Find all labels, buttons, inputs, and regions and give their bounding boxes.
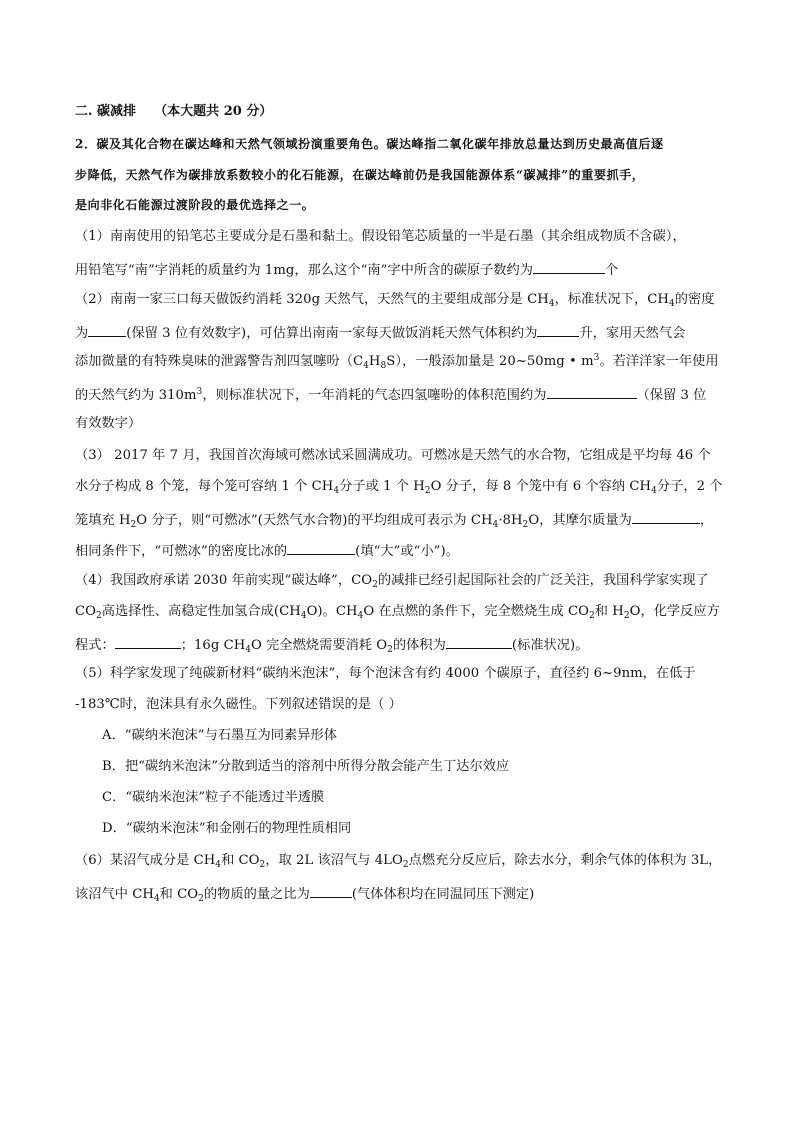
subscript: 4 xyxy=(300,611,307,621)
q1-unit: 个 xyxy=(605,263,619,278)
subscript: 4 xyxy=(357,611,364,621)
q3-line-4 xyxy=(75,541,459,560)
section-heading xyxy=(75,104,272,120)
q2-text: ，标准状况下，CH xyxy=(554,292,669,307)
q6-line-1 xyxy=(75,853,721,869)
q4-line-3 xyxy=(75,635,588,654)
q2-text: 为 xyxy=(75,326,89,341)
q5-line-2: -183℃时，泡沫具有永久磁性。下列叙述错误的是（ ） xyxy=(75,697,402,712)
q3-text: O 分子，则“可燃冰”(天然气水合物)的平均组成可表示为 CH xyxy=(136,513,493,528)
q3-text: ， xyxy=(699,513,714,528)
q6-text: ，取 2L 该沼气与 4LO xyxy=(265,853,403,868)
section-title: 二. 碳减排 xyxy=(75,104,137,119)
q4-volume-blank[interactable] xyxy=(446,635,512,649)
q2-line-5: 有效数字） xyxy=(75,416,142,431)
subscript: 4 xyxy=(363,361,369,371)
q5-line-1: （5）科学家发现了纯碳新材料“碳纳米泡沫”，每个泡沫含有约 4000 个碳原子，直径约 6~9nm，在低于 xyxy=(75,666,696,681)
intro-line-2: 步降低，天然气作为碳排放系数较小的化石能源，在碳达峰前仍是我国能源体系“碳减排”的重要抓手， xyxy=(75,168,645,182)
q4-text: 的减排已经引起国际社会的广泛关注，我国科学家实现了 xyxy=(377,573,709,588)
q4-text: O)。CH xyxy=(306,604,358,619)
q4-line-2 xyxy=(75,604,720,620)
q6-text: （6）某沼气成分是 CH xyxy=(75,853,216,868)
subscript: 2 xyxy=(130,520,137,530)
q2-range-blank[interactable] xyxy=(547,385,637,399)
subscript: 2 xyxy=(424,486,431,496)
q4-text: O 在点燃的条件下，完全燃烧生成 CO xyxy=(363,604,589,619)
subscript: 2 xyxy=(623,611,630,621)
q5-option-a[interactable]: A．“碳纳米泡沫”与石墨互为同素异形体 xyxy=(102,728,337,743)
superscript: 3 xyxy=(593,353,600,363)
q2-text: 的天然气约为 310m xyxy=(75,388,197,403)
q3-line-3 xyxy=(75,510,713,529)
intro-line-3: 是向非化石能源过渡阶段的最优选择之一。 xyxy=(75,198,315,212)
q3-text: 水分子构成 8 个笼，每个笼可容纳 1 个 CH xyxy=(75,479,334,494)
q6-text: 和 CO xyxy=(221,853,260,868)
subscript: 2 xyxy=(387,645,393,655)
q4-text: （4）我国政府承诺 2030 年前实现“碳达峰”，CO xyxy=(75,573,373,588)
q2-text: 升，家用天然气会 xyxy=(579,326,686,341)
q3-text: (填“大”或“小”)。 xyxy=(355,544,459,559)
subscript: 2 xyxy=(259,860,266,870)
q2-line-3 xyxy=(75,354,719,370)
subscript: 2 xyxy=(372,580,378,590)
q6-text: 和 CO xyxy=(159,887,199,902)
q5-option-b[interactable]: B．把“碳纳米泡沫”分散到适当的溶剂中所得分散会能产生丁达尔效应 xyxy=(102,759,510,774)
q2-text: 添加微量的有特殊臭味的泄露警告剂四氢噻吩（C xyxy=(75,354,364,369)
subscript: 4 xyxy=(333,486,340,496)
q1-answer-blank[interactable] xyxy=(533,260,605,274)
section-note: （本大题共 20 分） xyxy=(154,104,273,119)
q5-option-c[interactable]: C．“碳纳米泡沫”粒子不能透过半透膜 xyxy=(102,790,325,805)
q4-text: O 完全燃烧需要消耗 O xyxy=(251,638,388,653)
subscript: 4 xyxy=(668,299,675,309)
q2-text: S），一般添加量是 20~50mg • m xyxy=(386,354,594,369)
subscript: 2 xyxy=(522,520,529,530)
q2-text: 的密度 xyxy=(674,292,715,307)
q3-text: 分子，2 个 xyxy=(656,479,723,494)
q3-text: 分子或 1 个 H xyxy=(339,479,425,494)
q5-option-d[interactable]: D．“碳纳米泡沫”和金刚石的物理性质相同 xyxy=(102,821,352,836)
q2-text: （保留 3 位 xyxy=(636,388,707,403)
subscript: 8 xyxy=(380,361,387,371)
superscript: 3 xyxy=(196,387,203,397)
q2-line-4 xyxy=(75,385,706,404)
q2-line-1 xyxy=(75,292,714,308)
q6-text: 的物质的量之比为 xyxy=(203,887,310,902)
q3-text: O，其摩尔质量为 xyxy=(528,513,632,528)
q3-text: 笼填充 H xyxy=(75,513,131,528)
subscript: 2 xyxy=(96,611,102,621)
q6-ratio-blank[interactable] xyxy=(310,884,352,898)
subscript: 4 xyxy=(651,486,657,496)
q2-text: （2）南南一家三口每天做饭约消耗 320g 天然气，天然气的主要组成部分是 CH xyxy=(75,292,549,307)
q6-text: 该沼气中 CH xyxy=(75,887,154,902)
q2-text: (保留 3 位有效数字)，可估算出南南一家每天做饭消耗天然气体积约为 xyxy=(126,326,538,341)
q1-line-1: （1）南南使用的铅笔芯主要成分是石墨和黏土。假设铅笔芯质量的一半是石墨（其余组成物质不含碳）， xyxy=(75,229,686,244)
q3-molar-mass-blank[interactable] xyxy=(632,510,700,524)
subscript: 4 xyxy=(215,860,222,870)
subscript: 2 xyxy=(402,860,409,870)
q1-line-2 xyxy=(75,260,618,279)
q4-text: 的体积为 xyxy=(392,638,446,653)
q4-text: O，化学反应方 xyxy=(629,604,720,619)
q1-text: 用铅笔写“南”字消耗的质量约为 1mg，那么这个“南”字中所含的碳原子数约为 xyxy=(75,263,534,278)
subscript: 4 xyxy=(245,645,252,655)
q6-line-2 xyxy=(75,884,534,903)
intro-line-1: 2．碳及其化合物在碳达峰和天然气领域扮演重要角色。碳达峰指二氧化碳年排放总量达到历史最高值后逐 xyxy=(75,137,664,151)
q6-text: (气体体积均在同温同压下测定) xyxy=(351,887,535,902)
q3-line-1: （3） 2017 年 7 月，我国首次海域可燃冰试采圆满成功。可燃冰是天然气的水合物，它组成是平均每 46 个 xyxy=(75,448,711,463)
q3-density-blank[interactable] xyxy=(287,541,355,555)
q6-text: 点燃充分反应后，除去水分，剩余气体的体积为 3L， xyxy=(408,853,722,868)
q3-text: ·8H xyxy=(498,513,523,528)
q3-text: O 分子，每 8 个笼中有 6 个容纳 CH xyxy=(430,479,652,494)
q4-text: ；16g CH xyxy=(180,638,246,653)
q4-text: CO xyxy=(75,604,97,619)
q2-text: ，则标准状况下，一年消耗的气态四氢噻吩的体积范围约为 xyxy=(202,388,547,403)
q2-volume-blank[interactable] xyxy=(537,323,579,337)
q4-equation-blank[interactable] xyxy=(115,635,181,649)
subscript: 2 xyxy=(198,894,204,904)
subscript: 2 xyxy=(589,611,595,621)
q2-density-blank[interactable] xyxy=(88,323,126,337)
subscript: 4 xyxy=(153,894,160,904)
q4-text: 高选择性、高稳定性加氢合成(CH xyxy=(101,604,301,619)
q3-line-2 xyxy=(75,479,723,495)
subscript: 4 xyxy=(548,299,555,309)
q4-text: (标准状况)。 xyxy=(511,638,589,653)
q2-text: 。若洋洋家一年使用 xyxy=(599,354,719,369)
q4-text: 和 H xyxy=(594,604,624,619)
q4-line-1 xyxy=(75,573,709,589)
subscript: 4 xyxy=(492,520,499,530)
q2-line-2 xyxy=(75,323,685,342)
q2-text: H xyxy=(368,354,381,369)
q3-text: 相同条件下，“可燃冰”的密度比冰的 xyxy=(75,544,288,559)
q4-text: 程式： xyxy=(75,638,115,653)
